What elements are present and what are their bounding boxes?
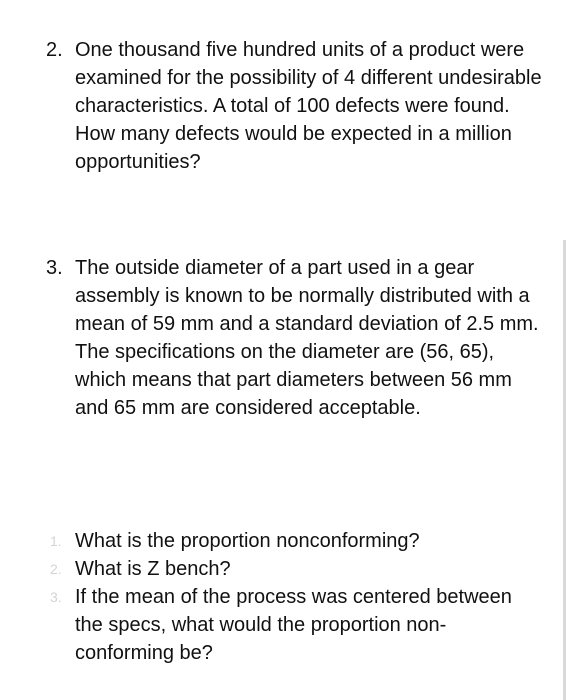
question-text: The outside diameter of a part used in a gear assembly is known to be normally distributed with a mean of 59 mm and a standard deviation of 2.5 mm. The specifications on the diameter are (56, 65), which means that part diameters between 56 mm and 65 mm are considered acceptable. — [75, 257, 539, 419]
question-number: 3. — [46, 257, 63, 279]
sub-question-item — [50, 583, 540, 667]
question-text: One thousand five hundred units of a product were examined for the possibility of 4 different undesirable characteristics. A total of 100 defects were found. How many defects would be expected in a million opportunities? — [75, 39, 542, 173]
sub-question-text: What is the proportion nonconforming? — [75, 530, 420, 552]
question-number: 2. — [46, 39, 63, 61]
sub-question-text: If the mean of the process was centered between the specs, what would the proportion non-conforming be? — [75, 586, 512, 664]
sub-question-text: What is Z bench? — [75, 558, 231, 580]
sub-question-item — [50, 555, 540, 583]
question-2 — [46, 36, 546, 176]
list-marker: 1. — [50, 533, 62, 549]
question-3 — [46, 254, 546, 422]
scrollbar[interactable] — [563, 240, 566, 700]
list-marker: 2. — [50, 561, 62, 577]
sub-question-item — [50, 527, 540, 555]
list-marker: 3. — [50, 589, 62, 605]
sub-question-list — [50, 527, 540, 667]
